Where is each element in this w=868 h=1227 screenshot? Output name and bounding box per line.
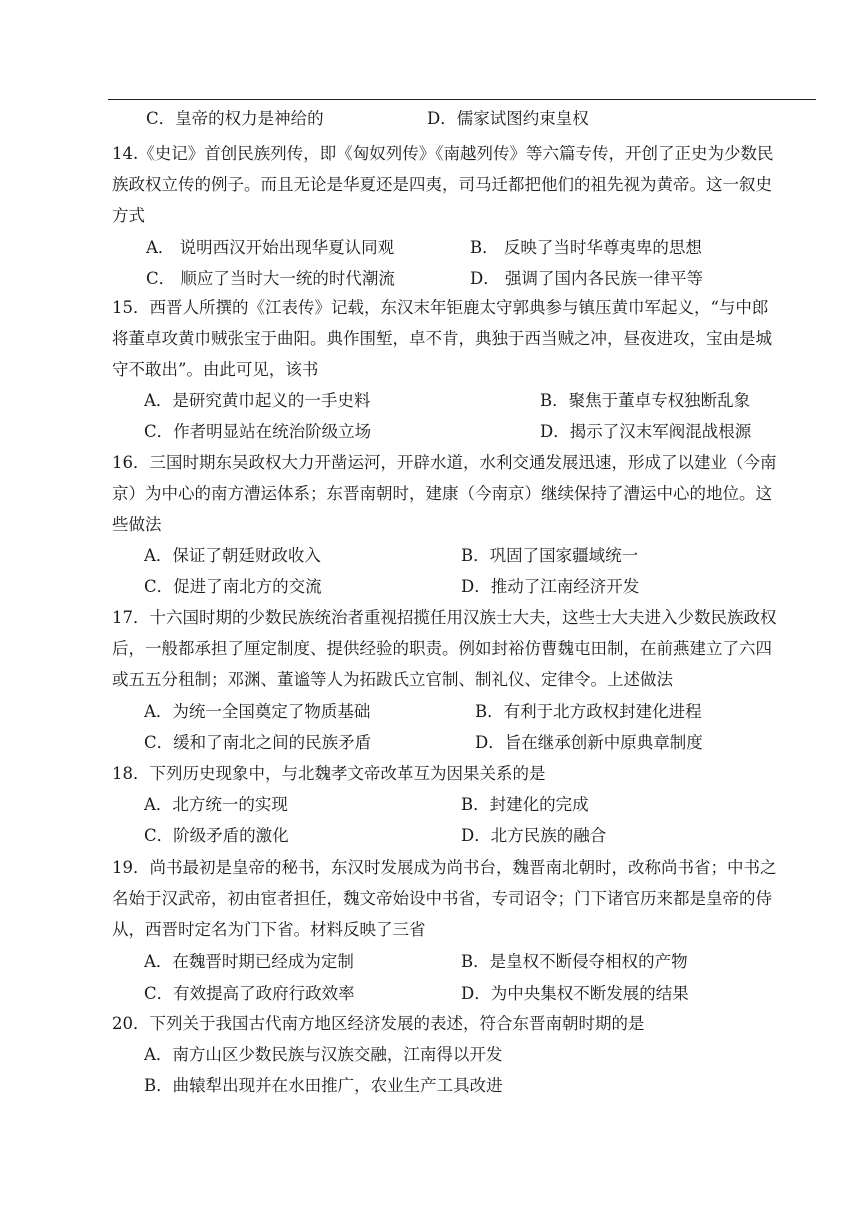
q14-option-a: A． 说明西汉开始出现华夏认同观 (146, 238, 395, 257)
q17-option-d: D．旨在继承创新中原典章制度 (475, 733, 703, 752)
q18-option-d: D．北方民族的融合 (461, 826, 607, 845)
question-14-line-2: 族政权立传的例子。而且无论是华夏还是四夷，司马迁都把他们的祖先视为黄帝。这一叙史 (112, 175, 772, 194)
q17-option-b: B．有利于北方政权封建化进程 (475, 702, 702, 721)
question-20-line-1: 20．下列关于我国古代南方地区经济发展的表述，符合东晋南朝时期的是 (112, 1014, 645, 1033)
q18-option-a: A．北方统一的实现 (144, 795, 288, 814)
question-14-line-3: 方式 (112, 206, 145, 225)
option-d-prev: D．儒家试图约束皇权 (427, 109, 589, 128)
question-15-line-1: 15．西晋人所撰的《江表传》记载，东汉末年钜鹿太守郭典参与镇压黄巾军起义，“与中郎 (112, 298, 769, 317)
question-16-line-2: 京）为中心的南方漕运体系；东晋南朝时，建康（今南京）继续保持了漕运中心的地位。这 (112, 484, 772, 503)
question-17-line-3: 或五五分租制；邓渊、董谧等人为拓跋氏立官制、制礼仪、定律令。上述做法 (112, 670, 673, 689)
q16-option-d: D．推动了江南经济开发 (461, 577, 640, 596)
header-rule (108, 99, 816, 100)
question-16-line-1: 16．三国时期东吴政权大力开凿运河，开辟水道，水利交通发展迅速，形成了以建业（今南 (112, 453, 777, 472)
question-14-line-1: 14.《史记》首创民族列传，即《匈奴列传》《南越列传》等六篇专传，开创了正史为少数民 (112, 144, 774, 163)
question-16-line-3: 些做法 (112, 515, 162, 534)
q19-option-c: C．有效提高了政府行政效率 (144, 984, 355, 1003)
q14-option-c: C． 顺应了当时大一统的时代潮流 (146, 269, 395, 288)
q20-option-a: A．南方山区少数民族与汉族交融，江南得以开发 (144, 1045, 503, 1064)
q14-option-d: D． 强调了国内各民族一律平等 (470, 269, 703, 288)
q16-option-b: B．巩固了国家疆域统一 (461, 546, 639, 565)
question-19-line-1: 19．尚书最初是皇帝的秘书，东汉时发展成为尚书台，魏晋南北朝时，改称尚书省；中书之 (112, 858, 777, 877)
q18-option-b: B．封建化的完成 (461, 795, 589, 814)
q15-option-d: D．揭示了汉末军阀混战根源 (540, 422, 752, 441)
q19-option-a: A．在魏晋时期已经成为定制 (144, 952, 354, 971)
q19-option-b: B．是皇权不断侵夺相权的产物 (461, 952, 688, 971)
question-17-line-2: 后，一般都承担了厘定制度、提供经验的职责。例如封裕仿曹魏屯田制，在前燕建立了六四 (112, 639, 772, 658)
q19-option-d: D．为中央集权不断发展的结果 (461, 984, 689, 1003)
q18-option-c: C．阶级矛盾的激化 (144, 826, 289, 845)
question-19-line-3: 从，西晋时定名为门下省。材料反映了三省 (112, 920, 426, 939)
question-15-line-3: 守不敢出”。由此可见，该书 (112, 360, 319, 379)
q14-option-b: B． 反映了当时华尊夷卑的思想 (470, 238, 702, 257)
question-19-line-2: 名始于汉武帝，初由宦者担任，魏文帝始设中书省，专司诏令；门下诸官历来都是皇帝的侍 (112, 889, 772, 908)
q15-option-b: B．聚焦于董卓专权独断乱象 (540, 391, 751, 410)
q20-option-b: B．曲辕犁出现并在水田推广，农业生产工具改进 (144, 1076, 503, 1095)
q17-option-c: C．缓和了南北之间的民族矛盾 (144, 733, 372, 752)
q17-option-a: A．为统一全国奠定了物质基础 (144, 702, 371, 721)
question-17-line-1: 17．十六国时期的少数民族统治者重视招揽任用汉族士大夫，这些士大夫进入少数民族政权 (112, 608, 777, 627)
q15-option-a: A．是研究黄巾起义的一手史料 (144, 391, 371, 410)
option-c-prev: C．皇帝的权力是神给的 (146, 109, 324, 128)
q15-option-c: C．作者明显站在统治阶级立场 (144, 422, 372, 441)
q16-option-c: C．促进了南北方的交流 (144, 577, 322, 596)
question-18-line-1: 18．下列历史现象中，与北魏孝文帝改革互为因果关系的是 (112, 764, 546, 783)
q16-option-a: A．保证了朝廷财政收入 (144, 546, 321, 565)
question-15-line-2: 将董卓攻黄巾贼张宝于曲阳。典作围堑，卓不肯，典独于西当贼之冲，昼夜进攻，宝由是城 (112, 329, 772, 348)
